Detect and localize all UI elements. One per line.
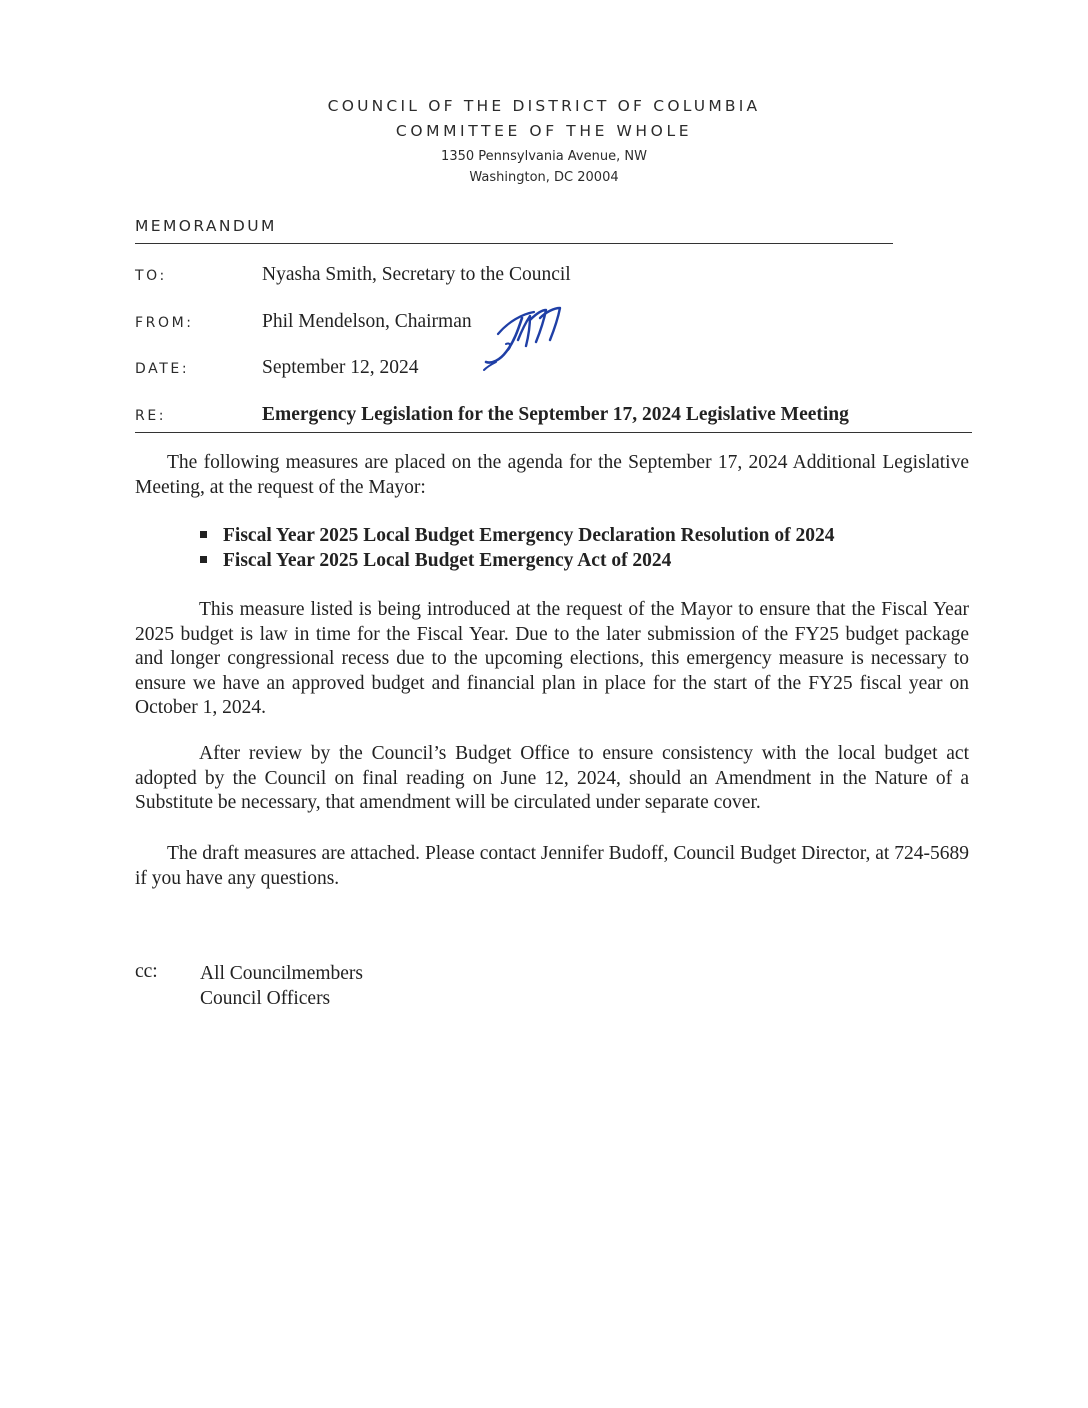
chairman-signature [478,300,578,372]
measures-list [200,523,834,573]
re-label: RE: [135,408,167,424]
memo-title: MEMORANDUM [135,217,277,235]
divider-top [135,243,893,244]
re-value: Emergency Legislation for the September 17, 2024 Legislative Meeting [262,404,849,425]
cc-recipients [200,961,363,1011]
from-label: FROM: [135,315,194,331]
org-name: COUNCIL OF THE DISTRICT OF COLUMBIA [327,97,761,115]
list-item: Fiscal Year 2025 Local Budget Emergency Act of 2024 [200,548,834,573]
intro-paragraph: The following measures are placed on the agenda for the September 17, 2024 Additional Legislative Meeting, at the request of the Mayor: [135,452,969,498]
purpose-paragraph: This measure listed is being introduced at the request of the Mayor to ensure that the Fiscal Year 2025 budget is law in time for the Fiscal Year. Due to the later submission of the FY25 budget package and longer congressional recess due to the upcoming elections, this emergency measure is necessary to ensure we have an approved budget and financial plan in place for the start of the FY25 fiscal year on October 1, 2024. [135,599,969,718]
cc-label: cc: [135,961,158,982]
divider-bottom [135,432,972,433]
from-value: Phil Mendelson, Chairman [262,311,472,332]
letterhead [0,94,1088,189]
contact-paragraph: The draft measures are attached. Please contact Jennifer Budoff, Council Budget Director, at 724-5689 if you have any questions. [135,843,969,889]
city-address: Washington, DC 20004 [469,170,619,185]
date-label: DATE: [135,361,190,377]
to-value: Nyasha Smith, Secretary to the Council [262,264,571,285]
list-item: Council Officers [200,988,331,1009]
date-value: September 12, 2024 [262,357,419,378]
committee-name: COMMITTEE OF THE WHOLE [395,122,693,140]
list-item: All Councilmembers [200,963,364,984]
street-address: 1350 Pennsylvania Avenue, NW [441,149,647,164]
review-paragraph: After review by the Council’s Budget Office to ensure consistency with the local budget act adopted by the Council on final reading on June 12, 2024, should an Amendment in the Nature of a Substitute be necessary, that amendment will be circulated under separate cover. [135,743,969,813]
to-label: TO: [135,268,167,284]
list-item: Fiscal Year 2025 Local Budget Emergency Declaration Resolution of 2024 [200,523,834,548]
